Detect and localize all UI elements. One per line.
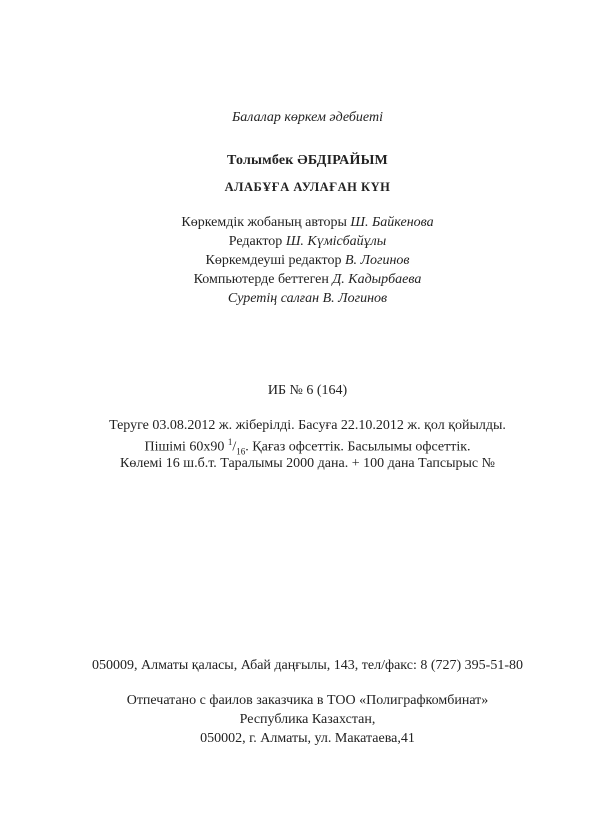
credit-role: Компьютерде беттеген — [193, 272, 329, 287]
credit-role: Редактор — [228, 234, 283, 249]
series-name: Балалар көркем әдебиеті — [232, 110, 383, 125]
printed-line-3: 050002, г. Алматы, ул. Макатаева,41 — [200, 731, 415, 746]
format-prefix: Пішімі 60х90 — [144, 439, 225, 455]
credit-line — [0, 272, 615, 288]
credit-line — [0, 215, 615, 231]
author-name: Толымбек ӘБДІРАЙЫМ — [227, 153, 388, 168]
credit-name: Д. Кадырбаева — [332, 272, 422, 287]
credit-line — [0, 253, 615, 269]
book-title: АЛАБҰҒА АУЛАҒАН КҮН — [224, 180, 391, 194]
credit-role: Көркемдік жобаның авторы — [181, 215, 347, 230]
publishing-line-1: Теруге 03.08.2012 ж. жіберілді. Басуға 22.10.2012 ж. қол қойылды. — [109, 418, 506, 433]
credit-name: Ш. Байкенова — [350, 215, 434, 230]
credit-line — [0, 291, 615, 307]
fraction-denominator: 16 — [236, 446, 246, 457]
format-suffix: . Қағаз офсеттік. Басылымы офсеттік. — [245, 439, 471, 455]
credit-role: Суретің салған — [227, 291, 320, 306]
ib-number: ИБ № 6 (164) — [267, 383, 348, 398]
printed-line-1: Отпечатано с фаилов заказчика в ТОО «Полиграфкомбинат» — [126, 693, 489, 708]
printed-line-2: Республика Казахстан, — [239, 712, 376, 727]
credit-line — [0, 234, 615, 250]
credit-name: В. Логинов — [344, 253, 410, 268]
credit-role: Көркемдеуші редактор — [205, 253, 342, 268]
publisher-address: 050009, Алматы қаласы, Абай даңғылы, 143, тел/факс: 8 (727) 395-51-80 — [92, 658, 523, 673]
credit-name: Ш. Күмісбайұлы — [285, 234, 387, 249]
publishing-line-3: Көлемі 16 ш.б.т. Таралымы 2000 дана. + 100 дана Тапсырыс № — [120, 456, 495, 471]
fraction-numerator: 1 — [227, 437, 233, 447]
publishing-line-2: Пішімі 60х90 $^1/_{16}$. Қағаз офсеттік. Басылымы офсеттік. — [144, 437, 471, 457]
credit-name: В. Логинов — [322, 291, 388, 306]
